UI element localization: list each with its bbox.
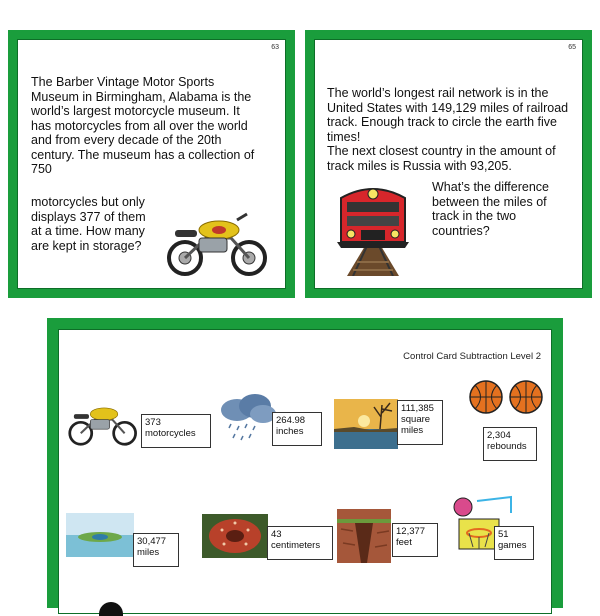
answer-unit: rebounds <box>487 441 527 452</box>
answer-box <box>272 412 322 446</box>
answer-box <box>397 400 443 445</box>
rafflesia-flower-icon <box>202 514 268 558</box>
answer-unit: miles <box>137 547 160 558</box>
lake-sunset-icon <box>334 399 398 449</box>
card-number: 65 <box>568 44 576 51</box>
task-card-65-face <box>314 39 583 289</box>
answer-box <box>392 523 438 557</box>
answer-value: 12,377 <box>396 526 426 537</box>
answer-box <box>141 414 211 448</box>
answer-value: 43 <box>271 529 282 540</box>
answer-box <box>133 533 179 567</box>
question-part-b: The next closest country in the amount of track miles is Russia with 93,205. <box>327 144 556 173</box>
control-card <box>47 318 563 608</box>
question-part-b: motorcycles but only displays 377 of them at a time. How many are kept in storage? <box>31 195 146 253</box>
rain-cloud-icon <box>213 392 279 444</box>
card-question-end <box>31 195 155 253</box>
card-number: 63 <box>271 44 279 51</box>
answer-unit: feet <box>396 537 412 548</box>
motorcycle-icon <box>161 208 271 278</box>
answer-unit: square miles <box>401 414 431 436</box>
control-card-face <box>58 329 552 614</box>
answer-value: 30,477 <box>137 536 167 547</box>
answer-unit: motorcycles <box>145 428 196 439</box>
card-question-end <box>432 180 577 238</box>
card-question <box>31 75 256 177</box>
task-card-65 <box>305 30 592 298</box>
question-part-c: What’s the difference between the miles of track in the two countries? <box>432 180 549 238</box>
answer-value: 111,385 <box>401 403 434 414</box>
answer-box <box>494 526 534 560</box>
answer-box <box>483 427 537 461</box>
answer-unit: centimeters <box>271 540 321 551</box>
answer-value: 264.98 <box>276 415 306 426</box>
canyon-icon <box>337 509 391 563</box>
task-card-63 <box>8 30 295 298</box>
question-part-a: The world’s longest rail network is in the United States with 149,129 miles of railroad track. Enough track to circle the earth five times! <box>327 86 569 144</box>
partial-icon <box>99 602 123 616</box>
answer-unit: inches <box>276 426 304 437</box>
motorcycle-icon <box>64 399 140 447</box>
answer-box <box>267 526 333 560</box>
train-icon <box>327 180 419 276</box>
control-card-title: Control Card Subtraction Level 2 <box>403 351 541 362</box>
answer-unit: games <box>498 540 527 551</box>
island-icon <box>66 513 134 557</box>
answer-value: 51 <box>498 529 509 540</box>
task-card-63-face <box>17 39 286 289</box>
basketballs-icon <box>468 378 546 416</box>
answer-value: 2,304 <box>487 430 511 441</box>
card-question <box>327 86 579 173</box>
answer-value: 373 <box>145 417 161 428</box>
question-part-a: The Barber Vintage Motor Sports Museum in Birmingham, Alabama is the world’s largest motorcycle museum. It has motorcycles from all over the world and from every decade of the 20th century. The museum has a collection of 750 <box>31 75 255 176</box>
